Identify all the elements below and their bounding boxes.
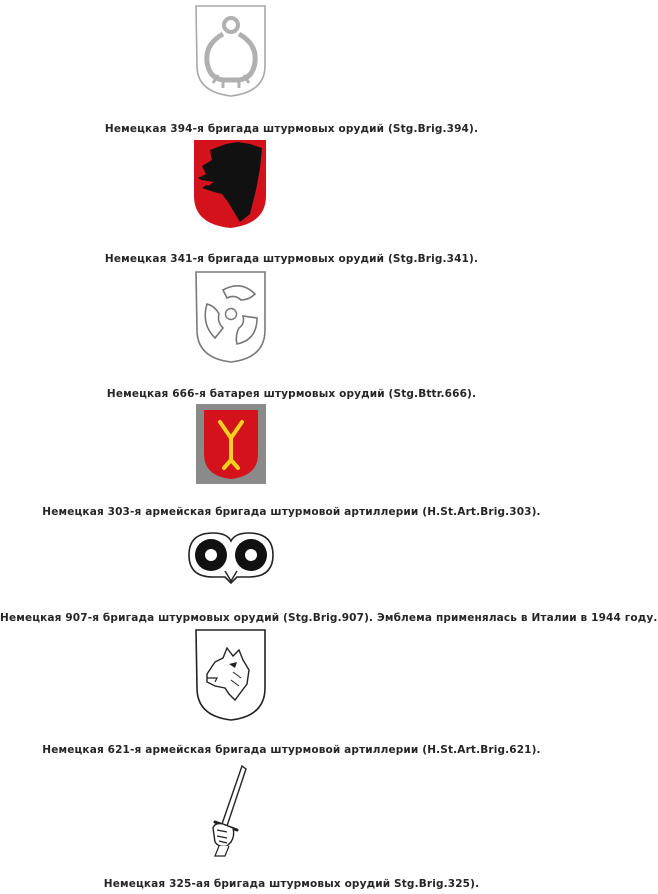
shield-ring-emblem bbox=[193, 0, 269, 98]
red-shield-boar-emblem bbox=[192, 138, 268, 230]
triskele-shield-emblem bbox=[193, 270, 269, 364]
caption-h-st-art-brig-621: Немецкая 621-я армейская бригада штурмовой артиллерии (H.St.Art.Brig.621). bbox=[42, 744, 541, 756]
caption-stg-brig-907: Немецкая 907-я бригада штурмовых орудий (Stg.Brig.907). Эмблема применялась в Италии в 1944 году. bbox=[0, 612, 658, 624]
caption-h-st-art-brig-303: Немецкая 303-я армейская бригада штурмовой артиллерии (H.St.Art.Brig.303). bbox=[42, 506, 541, 518]
caption-stg-brig-341: Немецкая 341-я бригада штурмовых орудий (Stg.Brig.341). bbox=[104, 253, 479, 265]
caption-stg-bttr-666: Немецкая 666-я батарея штурмовых орудий (Stg.Bttr.666). bbox=[106, 388, 477, 400]
owl-eyes-emblem bbox=[183, 525, 279, 585]
caption-stg-brig-394: Немецкая 394-я бригада штурмовых орудий (Stg.Brig.394). bbox=[104, 123, 479, 135]
red-shield-yellow-fork-emblem bbox=[196, 404, 266, 484]
wolf-head-shield-emblem bbox=[193, 628, 269, 722]
caption-stg-brig-325: Немецкая 325-ая бригада штурмовых орудий Stg.Brig.325). bbox=[103, 878, 480, 890]
hand-sword-emblem bbox=[205, 764, 255, 858]
